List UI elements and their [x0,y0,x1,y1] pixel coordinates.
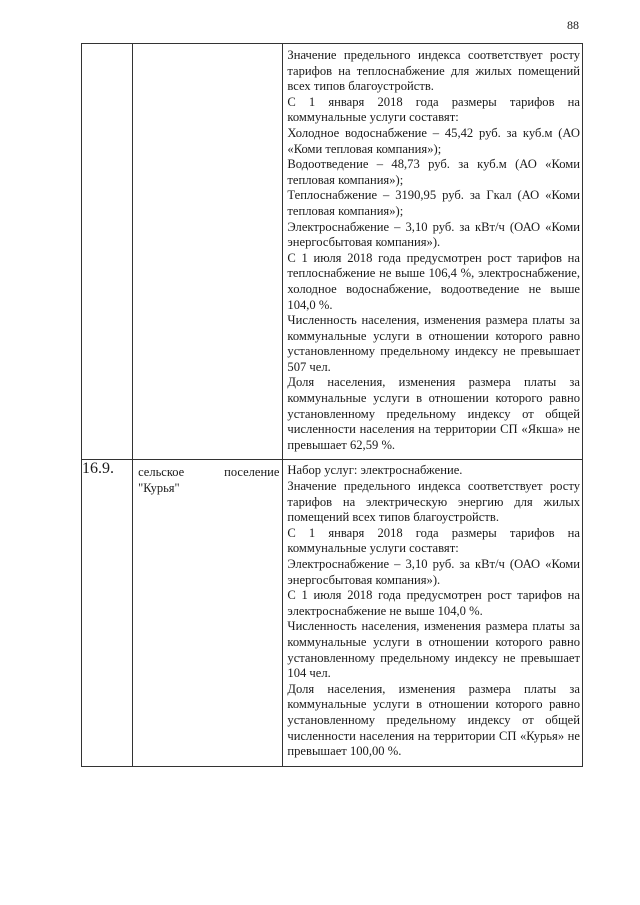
table-row [82,44,583,460]
paragraph: С 1 июля 2018 года предусмотрен рост тарифов на электроснабжение не выше 104,0 %. [287,588,580,618]
paragraph: Водоотведение – 48,73 руб. за куб.м (АО «Коми тепловая компания»); [287,157,580,187]
row-number-cell [82,44,133,460]
paragraph: С 1 июля 2018 года предусмотрен рост тарифов на теплоснабжение не выше 106,4 %, электроснабжение, холодное водоснабжение, водоотведение не выше 104,0 %. [287,250,580,312]
description-text [283,44,582,459]
settlement-name [133,460,282,496]
paragraph: Численность населения, изменения размера платы за коммунальные услуги в отношении которого равно установленному предельному индексу не превышает 507 чел. [287,313,580,374]
description-cell [283,460,583,766]
paragraph: Значение предельного индекса соответствует росту тарифов на теплоснабжение для жилых помещений всех типов благоустройств. [287,48,580,94]
description-cell [283,44,583,460]
paragraph: Значение предельного индекса соответствует росту тарифов на электрическую энергию для жилых помещений всех типов благоустройств. [287,479,580,525]
paragraph: Доля населения, изменения размера платы за коммунальные услуги в отношении которого равно установленному предельному индексу от общей численности населения на территории СП «Курья» не превышает 100,00 %. [287,681,580,759]
description-text [283,460,582,765]
row-number: 16.9. [82,460,114,478]
paragraph: Теплоснабжение – 3190,95 руб. за Гкал (АО «Коми тепловая компания»); [287,188,580,218]
settlement-cell [133,44,283,460]
paragraph: Электроснабжение – 3,10 руб. за кВт/ч (ОАО «Коми энергосбытовая компания»). [287,219,580,250]
settlement-title: "Курья" [138,480,180,495]
table-row [82,460,583,766]
tariff-table [81,43,583,767]
row-number-cell [82,460,133,766]
paragraph: С 1 января 2018 года размеры тарифов на коммунальные услуги составят: [287,525,580,556]
paragraph: Холодное водоснабжение – 45,42 руб. за куб.м (АО «Коми тепловая компания»); [287,125,580,156]
paragraph: Набор услуг: электроснабжение. [287,463,463,478]
page-number: 88 [567,18,579,32]
settlement-type: сельское поселение [138,465,280,480]
paragraph: Доля населения, изменения размера платы за коммунальные услуги в отношении которого равно установленному предельному индексу от общей численности населения на территории СП «Якша» не превышает 62,59 %. [287,375,580,452]
paragraph: Электроснабжение – 3,10 руб. за кВт/ч (ОАО «Коми энергосбытовая компания»). [287,557,580,587]
settlement-cell [133,460,283,766]
paragraph: Численность населения, изменения размера платы за коммунальные услуги в отношении которого равно установленному предельному индексу не превышает 104 чел. [287,619,580,681]
paragraph: С 1 января 2018 года размеры тарифов на коммунальные услуги составят: [287,94,580,125]
